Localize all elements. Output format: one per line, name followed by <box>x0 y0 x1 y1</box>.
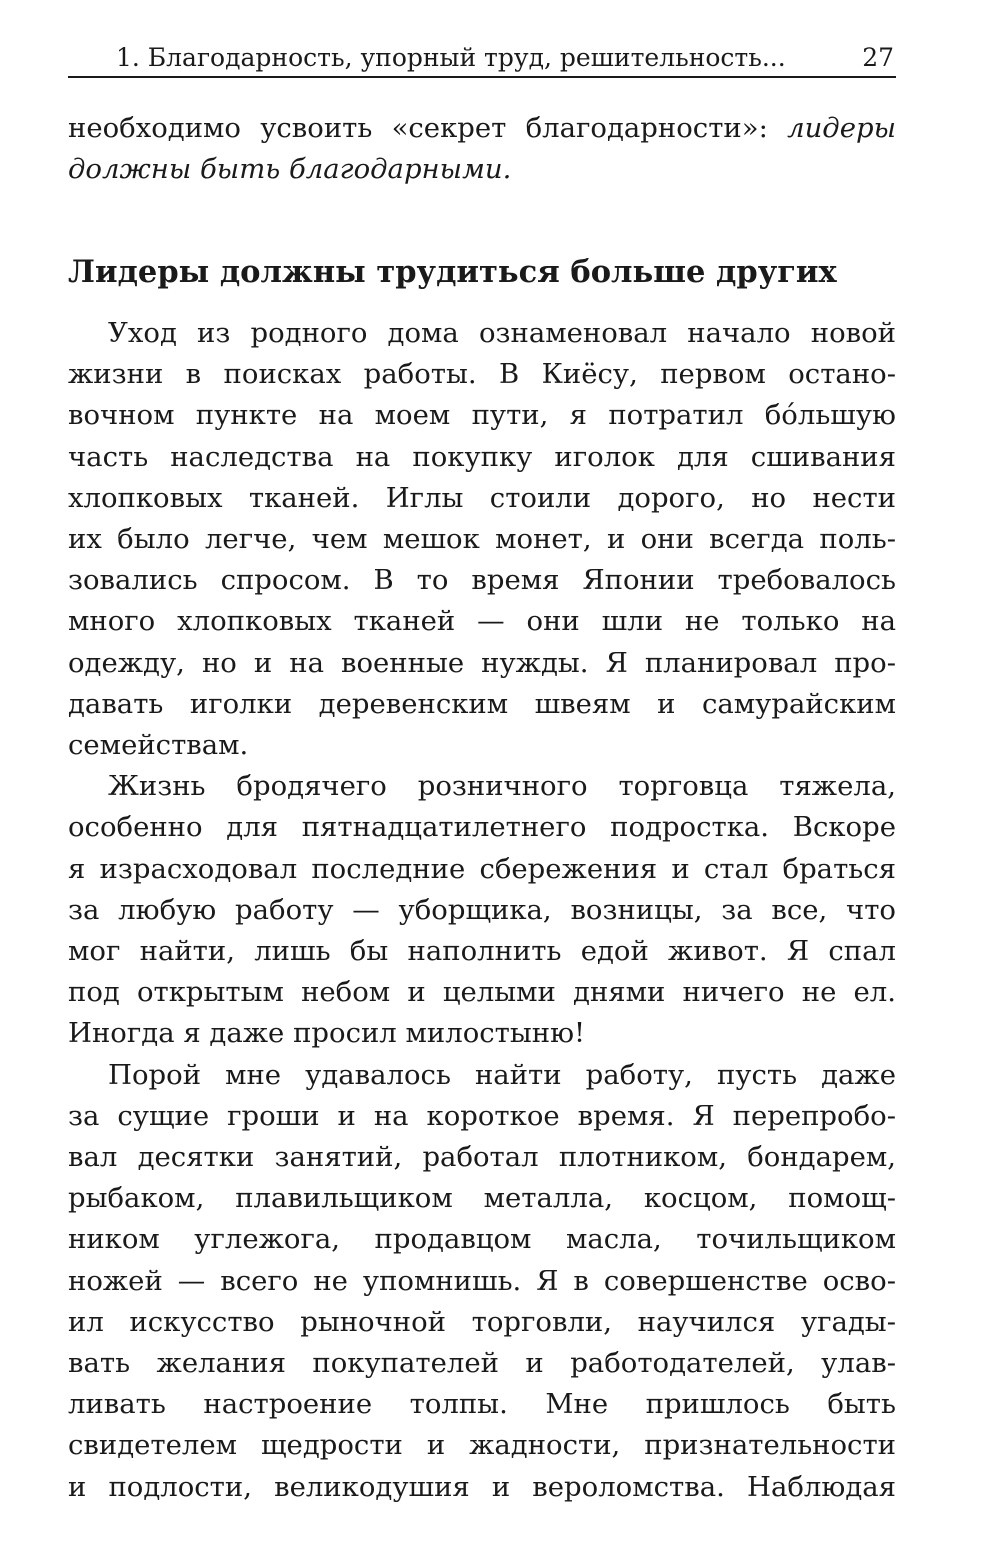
paragraph-line: ил искусство рыночной торговли, научился угады- <box>68 1305 896 1338</box>
paragraph-line: особенно для пятнадцатилетнего подростка. Вскоре <box>68 811 896 844</box>
paragraph-line: вал десятки занятий, работал плотником, бондарем, <box>68 1141 896 1174</box>
paragraph-line: давать иголки деревенским швеям и самурайским <box>68 687 896 720</box>
intro-text: необходимо усвоить «секрет благодарности»: <box>68 112 788 144</box>
paragraph-line: часть наследства на покупку иголок для сшивания <box>68 440 896 473</box>
paragraph-line: ником углежога, продавцом масла, точильщиком <box>68 1223 896 1256</box>
intro-emphasis-part1: лидеры <box>787 112 896 144</box>
intro-emphasis-line <box>68 149 896 190</box>
page-number: 27 <box>862 43 894 72</box>
intro-emphasis-part2: должны быть благодарными. <box>68 153 512 186</box>
paragraph-line: семействам. <box>68 729 249 762</box>
paragraph-line: Иногда я даже просил милостыню! <box>68 1017 586 1050</box>
paragraph-line: мог найти, лишь бы наполнить едой живот. Я спал <box>68 935 896 968</box>
paragraph-2 <box>68 766 896 1054</box>
paragraph-line: зовались спросом. В то время Японии требовалось <box>68 564 896 597</box>
section-body <box>68 313 896 1508</box>
paragraph-line: Порой мне удавалось найти работу, пусть даже <box>108 1058 896 1091</box>
running-head-title: 1. Благодарность, упорный труд, решительность... <box>116 43 786 72</box>
paragraph-line: хлопковых тканей. Иглы стоили дорого, но нести <box>68 481 896 514</box>
section-heading: Лидеры должны трудиться больше других <box>68 254 837 290</box>
paragraph-line: за сущие гроши и на короткое время. Я перепробо- <box>68 1099 896 1132</box>
running-head <box>68 40 896 78</box>
paragraph-line: вочном пункте на моем пути, я потратил бóльшую <box>68 399 896 432</box>
paragraph-line: много хлопковых тканей — они шли не только на <box>68 605 896 638</box>
paragraph-line: одежду, но и на военные нужды. Я планировал про- <box>68 646 896 679</box>
paragraph-3 <box>68 1055 896 1508</box>
paragraph-line: Жизнь бродячего розничного торговца тяжела, <box>108 770 896 803</box>
paragraph-line: я израсходовал последние сбережения и стал браться <box>68 852 896 885</box>
paragraph-line: их было легче, чем мешок монет, и они всегда поль- <box>68 523 896 556</box>
intro-paragraph <box>68 108 896 190</box>
paragraph-1 <box>68 313 896 766</box>
paragraph-line: вать желания покупателей и работодателей, улав- <box>68 1347 896 1380</box>
paragraph-line: Уход из родного дома ознаменовал начало новой <box>108 317 896 349</box>
paragraph-line: жизни в поисках работы. В Киёсу, первом остано- <box>68 358 896 391</box>
paragraph-line: рыбаком, плавильщиком металла, косцом, помощ- <box>68 1182 896 1215</box>
paragraph-line: под открытым небом и целыми днями ничего не ел. <box>68 976 896 1009</box>
intro-line <box>68 108 896 149</box>
paragraph-line: ножей — всего не упомнишь. Я в совершенстве осво- <box>68 1264 896 1297</box>
paragraph-line: свидетелем щедрости и жадности, признательности <box>68 1429 896 1462</box>
paragraph-line: за любую работу — уборщика, возницы, за все, что <box>68 893 896 926</box>
paragraph-line: и подлости, великодушия и вероломства. Наблюдая <box>68 1470 896 1503</box>
paragraph-line: ливать настроение толпы. Мне пришлось быть <box>68 1388 896 1421</box>
